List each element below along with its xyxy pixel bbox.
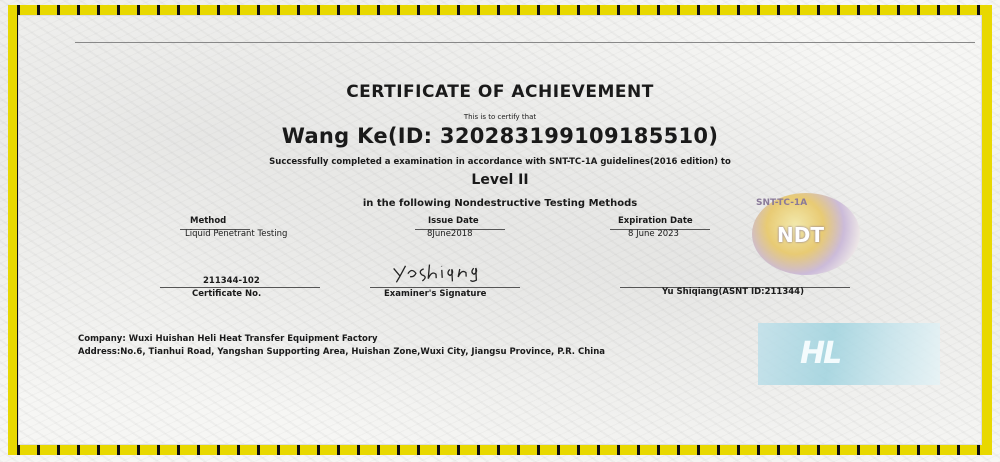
seal-ring-text: SNT-TC-1A xyxy=(756,198,808,208)
certify-line: This is to certify that xyxy=(463,113,537,121)
issue-date-label: Issue Date xyxy=(428,216,479,226)
recipient-name-id: Wang Ke(ID: 320283199109185510) xyxy=(281,124,719,148)
certificate-number: 211344-102 xyxy=(203,276,260,286)
method-value: Liquid Penetrant Testing xyxy=(185,229,288,239)
stamp-logo-icon: HL xyxy=(800,336,841,371)
company-line: Company: Wuxi Huishan Heli Heat Transfer Equipment Factory xyxy=(78,334,378,344)
issue-date-value: 8June2018 xyxy=(427,229,473,239)
examiner-name: Yu Shiqiang(ASNT ID:211344) xyxy=(662,287,804,297)
certificate-title: CERTIFICATE OF ACHIEVEMENT xyxy=(346,82,654,102)
expiration-date-label: Expiration Date xyxy=(618,216,693,226)
completion-statement: Successfully completed a examination in accordance with SNT-TC-1A guidelines(2016 edition) to xyxy=(269,157,731,167)
level: Level II xyxy=(471,172,529,188)
certificate-number-underline xyxy=(160,287,320,288)
seal-center-text: NDT xyxy=(777,223,824,247)
signature-glyph xyxy=(389,257,490,286)
method-label: Method xyxy=(190,216,227,226)
examiner-underline xyxy=(370,287,520,288)
top-rule xyxy=(75,42,975,43)
examiner-signature-label: Examiner's Signature xyxy=(384,289,487,299)
blue-stamp xyxy=(758,323,940,385)
address-line: Address:No.6, Tianhui Road, Yangshan Supporting Area, Huishan Zone,Wuxi City, Jiangsu Province, P.R. China xyxy=(78,347,605,357)
methods-heading: in the following Nondestructive Testing Methods xyxy=(362,198,638,209)
certificate-number-label: Certificate No. xyxy=(192,289,262,299)
examiner-signature-handwritten xyxy=(389,257,490,290)
expiration-date-value: 8 June 2023 xyxy=(628,229,679,239)
